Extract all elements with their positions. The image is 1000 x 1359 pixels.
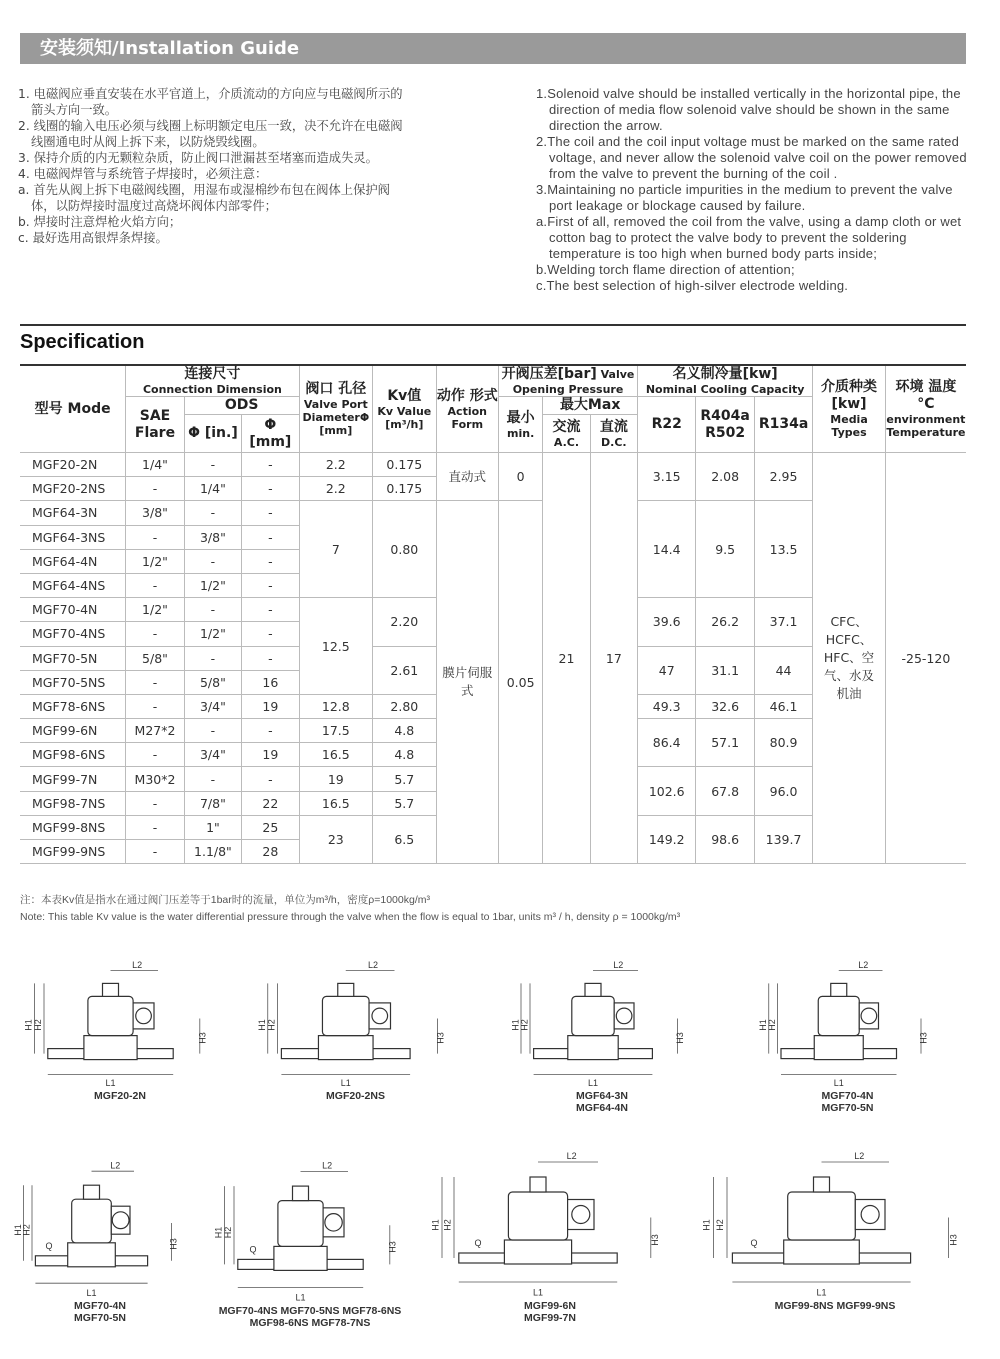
r404-cell: 26.2 bbox=[696, 598, 754, 646]
model-cell: MGF64-4N bbox=[20, 549, 126, 573]
drawing-caption: MGF70-5N bbox=[74, 1312, 126, 1324]
dimension-label: Q bbox=[45, 1240, 53, 1251]
dimension-label: L2 bbox=[110, 1160, 121, 1171]
sae-cell: - bbox=[126, 670, 184, 694]
model-cell: MGF64-4NS bbox=[20, 573, 126, 597]
ods-mm-cell: - bbox=[242, 477, 299, 501]
nut-shape bbox=[103, 983, 119, 996]
dimension-label: H1 bbox=[701, 1219, 712, 1231]
h-phi-mm: Φ [mm] bbox=[249, 416, 292, 450]
sae-cell: - bbox=[126, 791, 184, 815]
sae-cell: 1/2" bbox=[126, 598, 184, 622]
ods-in-cell: 7/8" bbox=[184, 791, 241, 815]
port-cell: 7 bbox=[299, 501, 373, 598]
ods-in-cell: 1" bbox=[184, 815, 241, 839]
dimension-label: Q bbox=[249, 1244, 257, 1255]
guide-item: 4. 电磁阀焊管与系统管子焊接时，必须注意： bbox=[18, 167, 268, 181]
kv-cell: 0.80 bbox=[373, 501, 436, 598]
ods-mm-cell: 28 bbox=[242, 840, 299, 864]
valve-drawing bbox=[430, 1150, 670, 1324]
r22-cell: 149.2 bbox=[638, 815, 696, 863]
connector-hole-shape bbox=[861, 1008, 877, 1024]
dimension-label: H2 bbox=[33, 1019, 44, 1031]
connector-hole-shape bbox=[572, 1206, 590, 1224]
h-min-en: min. bbox=[507, 426, 535, 440]
coil-shape bbox=[88, 996, 133, 1035]
port-cell: 2.2 bbox=[299, 477, 373, 501]
r404-cell: 57.1 bbox=[696, 719, 754, 767]
valve-drawing bbox=[512, 960, 692, 1114]
media-cell: CFC、HCFC、HFC、空气、水及机油 bbox=[813, 453, 886, 864]
r134-cell: 80.9 bbox=[754, 719, 812, 767]
guide-item: 2.The coil and the coil input voltage must be marked on the same rated voltage, and never allow the solenoid valve coil on the power removed from the valve to prevent the burning of the coil . bbox=[536, 134, 967, 181]
r22-cell: 14.4 bbox=[638, 501, 696, 598]
temp-cell: -25-120 bbox=[885, 453, 966, 864]
h-port-zh: 阀口 孔径 bbox=[305, 381, 367, 397]
guide-item: c.The best selection of high-silver electrode welding. bbox=[536, 278, 849, 293]
h-action-zh: 动作 形式 bbox=[436, 387, 498, 404]
guide-item: 2. 线圈的输入电压必须与线圈上标明额定电压一致，决不允许在电磁阀线圈通电时从阀上拆下来，以防烧毁线圈。 bbox=[18, 119, 403, 149]
dimension-label: H2 bbox=[519, 1019, 530, 1031]
coil-shape bbox=[572, 996, 614, 1035]
sae-cell: M27*2 bbox=[126, 719, 184, 743]
dimension-label: L1 bbox=[105, 1078, 116, 1089]
connector-hole-shape bbox=[372, 1008, 388, 1024]
table-row bbox=[20, 453, 966, 477]
dimension-label: H1 bbox=[510, 1019, 521, 1031]
valve-body-shape bbox=[274, 1246, 327, 1270]
valve-body-shape bbox=[814, 1036, 863, 1060]
nut-shape bbox=[831, 983, 847, 996]
connector-hole-shape bbox=[112, 1212, 129, 1229]
drawing-caption: MGF70-4N bbox=[821, 1090, 874, 1102]
valve-diagram bbox=[215, 1160, 405, 1305]
guide-item: 3.Maintaining no particle impurities in the medium to prevent the valve port leakage or blockage caused by failure. bbox=[536, 182, 953, 213]
dimension-label: H1 bbox=[213, 1226, 224, 1239]
note-zh: 注：本表Kv值是指水在通过阀门压差等于1bar时的流量，单位为m³/h，密度ρ=1000kg/m³ bbox=[20, 894, 430, 906]
port-cell: 12.5 bbox=[299, 598, 373, 695]
ods-in-cell: - bbox=[184, 549, 241, 573]
connector-hole-shape bbox=[325, 1214, 342, 1231]
sae-cell: 1/4" bbox=[126, 453, 184, 477]
ods-in-cell: 3/4" bbox=[184, 743, 241, 767]
h-open-en1: Valve bbox=[600, 368, 635, 381]
ods-in-cell: 5/8" bbox=[184, 670, 241, 694]
dimension-label: H3 bbox=[168, 1238, 179, 1250]
dimension-label: L2 bbox=[322, 1160, 333, 1171]
h-r404: R404a R502 bbox=[700, 407, 750, 441]
dimension-label: L1 bbox=[587, 1078, 599, 1089]
dimension-label: H2 bbox=[223, 1226, 234, 1239]
valve-drawing bbox=[258, 960, 453, 1102]
valve-drawing bbox=[760, 960, 935, 1114]
drawing-caption: MGF70-5N bbox=[821, 1102, 874, 1114]
dimension-label: H2 bbox=[442, 1219, 453, 1231]
connector-hole-shape bbox=[616, 1008, 632, 1024]
dimension-label: L2 bbox=[613, 959, 624, 970]
h-max: 最大Max bbox=[559, 397, 621, 413]
kv-cell: 6.5 bbox=[373, 815, 436, 863]
r22-cell: 49.3 bbox=[638, 694, 696, 718]
guide-item: c. 最好选用高银焊条焊接。 bbox=[18, 231, 168, 245]
sae-cell: - bbox=[126, 840, 184, 864]
sae-cell: - bbox=[126, 525, 184, 549]
dimension-label: L1 bbox=[340, 1078, 351, 1089]
table-note bbox=[20, 892, 680, 926]
model-cell: MGF64-3NS bbox=[20, 525, 126, 549]
valve-diagram bbox=[25, 960, 215, 1090]
dimension-label: L2 bbox=[854, 1151, 865, 1161]
guide-item: a.First of all, removed the coil from the valve, using a damp cloth or wet cotton bag to protect the valve body to prevent the soldering temperature is too high when burned body parts inside; bbox=[536, 214, 962, 261]
model-cell: MGF99-7N bbox=[20, 767, 126, 791]
connector-hole-shape bbox=[861, 1206, 879, 1224]
dc-cell: 17 bbox=[590, 453, 637, 864]
dimension-label: H3 bbox=[650, 1234, 660, 1246]
valve-diagram bbox=[258, 960, 453, 1090]
ods-mm-cell: - bbox=[242, 646, 299, 670]
ods-in-cell: 1/4" bbox=[184, 477, 241, 501]
divider bbox=[20, 324, 966, 326]
h-media-zh: 介质种类 [kw] bbox=[821, 379, 878, 412]
valve-drawing bbox=[700, 1150, 970, 1312]
h-conn-zh: 连接尺寸 bbox=[184, 366, 241, 382]
valve-diagram bbox=[12, 1160, 185, 1300]
ods-mm-cell: 22 bbox=[242, 791, 299, 815]
guide-item: b.Welding torch flame direction of attention; bbox=[536, 262, 795, 277]
drawing-caption: MGF99-6N bbox=[524, 1300, 576, 1312]
action-cell: 直动式 bbox=[436, 453, 498, 501]
r134-cell: 37.1 bbox=[754, 598, 812, 646]
ods-in-cell: 1.1/8" bbox=[184, 840, 241, 864]
dimension-label: L2 bbox=[368, 959, 379, 970]
drawing-caption: MGF64-4N bbox=[576, 1102, 628, 1114]
model-cell: MGF98-6NS bbox=[20, 743, 126, 767]
kv-cell: 0.175 bbox=[373, 453, 436, 477]
ods-mm-cell: - bbox=[242, 573, 299, 597]
model-cell: MGF99-8NS bbox=[20, 815, 126, 839]
ods-in-cell: - bbox=[184, 767, 241, 791]
h-min-zh: 最小 bbox=[506, 409, 535, 426]
kv-cell: 4.8 bbox=[373, 743, 436, 767]
ods-mm-cell: - bbox=[242, 598, 299, 622]
h-kv-en: Kv Value [m³/h] bbox=[377, 404, 432, 431]
sae-cell: - bbox=[126, 815, 184, 839]
kv-cell: 2.20 bbox=[373, 598, 436, 646]
port-cell: 12.8 bbox=[299, 694, 373, 718]
nut-shape bbox=[530, 1177, 546, 1192]
nut-shape bbox=[84, 1185, 100, 1199]
model-cell: MGF70-4NS bbox=[20, 622, 126, 646]
coil-shape bbox=[278, 1201, 323, 1247]
dimension-label: H1 bbox=[430, 1219, 441, 1231]
ods-mm-cell: 19 bbox=[242, 694, 299, 718]
guide-english bbox=[536, 86, 976, 294]
h-dc-en: D.C. bbox=[601, 435, 627, 449]
r134-cell: 139.7 bbox=[754, 815, 812, 863]
sae-cell: 5/8" bbox=[126, 646, 184, 670]
model-cell: MGF98-7NS bbox=[20, 791, 126, 815]
model-cell: MGF64-3N bbox=[20, 501, 126, 525]
kv-cell: 5.7 bbox=[373, 767, 436, 791]
sae-cell: - bbox=[126, 743, 184, 767]
ods-mm-cell: - bbox=[242, 622, 299, 646]
h-action-en: Action Form bbox=[447, 404, 487, 431]
nut-shape bbox=[338, 983, 354, 996]
r404-cell: 31.1 bbox=[696, 646, 754, 694]
ods-mm-cell: 16 bbox=[242, 670, 299, 694]
ods-in-cell: - bbox=[184, 719, 241, 743]
kv-cell: 2.80 bbox=[373, 694, 436, 718]
drawing-caption: MGF70-4NS MGF70-5NS MGF78-6NS bbox=[218, 1305, 402, 1317]
h-kv-zh: Kv值 bbox=[387, 387, 422, 404]
dimension-label: Q bbox=[750, 1238, 758, 1248]
coil-shape bbox=[818, 996, 859, 1035]
dimension-label: L1 bbox=[532, 1287, 544, 1298]
ac-cell: 21 bbox=[543, 453, 590, 864]
ods-mm-cell: - bbox=[242, 501, 299, 525]
specification-title: Specification bbox=[20, 331, 145, 353]
port-cell: 2.2 bbox=[299, 453, 373, 477]
coil-shape bbox=[508, 1192, 567, 1240]
ods-mm-cell: - bbox=[242, 453, 299, 477]
r22-cell: 86.4 bbox=[638, 719, 696, 767]
ods-mm-cell: 19 bbox=[242, 743, 299, 767]
h-open-zh: 开阀压差[bar] bbox=[501, 366, 597, 382]
r134-cell: 13.5 bbox=[754, 501, 812, 598]
dimension-label: H3 bbox=[197, 1032, 208, 1044]
h-cap-en: Nominal Cooling Capacity bbox=[645, 383, 805, 396]
h-sae: SAE Flare bbox=[134, 407, 176, 441]
sae-cell: - bbox=[126, 694, 184, 718]
coil-shape bbox=[788, 1192, 856, 1240]
dimension-label: L2 bbox=[132, 959, 143, 970]
action-cell: 膜片伺服式 bbox=[436, 501, 498, 864]
dimension-label: L1 bbox=[833, 1078, 844, 1089]
guide-item: 1.Solenoid valve should be installed vertically in the horizontal pipe, the direction of media flow solenoid valve should be shown in the same direction the arrow. bbox=[536, 86, 961, 133]
r22-cell: 39.6 bbox=[638, 598, 696, 646]
ods-in-cell: - bbox=[184, 501, 241, 525]
h-ac-zh: 交流 bbox=[552, 418, 581, 435]
specification-table bbox=[20, 364, 966, 864]
kv-cell: 2.61 bbox=[373, 646, 436, 694]
ods-in-cell: - bbox=[184, 453, 241, 477]
ods-in-cell: 3/8" bbox=[184, 525, 241, 549]
ods-mm-cell: - bbox=[242, 549, 299, 573]
r22-cell: 3.15 bbox=[638, 453, 696, 501]
connector-hole-shape bbox=[136, 1008, 152, 1024]
guide-chinese bbox=[18, 86, 408, 246]
dimension-label: H3 bbox=[675, 1032, 685, 1044]
dimension-label: L1 bbox=[295, 1292, 306, 1303]
ods-mm-cell: 25 bbox=[242, 815, 299, 839]
sae-cell: 3/8" bbox=[126, 501, 184, 525]
h-temp-zh: 环境 温度 °C bbox=[895, 379, 957, 412]
guide-item: a. 首先从阀上拆下电磁阀线圈，用湿布或湿棉纱布包在阀体上保护阀体，以防焊接时温度过高烧坏阀体内部零件； bbox=[18, 183, 390, 213]
nut-shape bbox=[293, 1186, 309, 1201]
dimension-label: H3 bbox=[948, 1234, 959, 1246]
r22-cell: 47 bbox=[638, 646, 696, 694]
ods-in-cell: 1/2" bbox=[184, 622, 241, 646]
min-cell: 0 bbox=[499, 453, 543, 501]
sae-cell: - bbox=[126, 477, 184, 501]
model-cell: MGF99-6N bbox=[20, 719, 126, 743]
port-cell: 23 bbox=[299, 815, 373, 863]
port-cell: 16.5 bbox=[299, 743, 373, 767]
ods-mm-cell: - bbox=[242, 719, 299, 743]
model-cell: MGF70-5N bbox=[20, 646, 126, 670]
h-cap-zh: 名义制冷量[kw] bbox=[672, 366, 778, 382]
valve-body-shape bbox=[84, 1036, 137, 1060]
sae-cell: - bbox=[126, 573, 184, 597]
dimension-label: H2 bbox=[714, 1219, 725, 1231]
nut-shape bbox=[814, 1177, 830, 1192]
valve-drawing bbox=[12, 1160, 185, 1324]
h-ac-en: A.C. bbox=[553, 435, 580, 449]
dimension-label: L1 bbox=[816, 1287, 827, 1298]
drawing-caption: MGF20-2NS bbox=[326, 1090, 385, 1102]
h-open-en2: Opening Pressure bbox=[512, 383, 624, 396]
sae-cell: 1/2" bbox=[126, 549, 184, 573]
dimension-label: H1 bbox=[12, 1224, 23, 1236]
h-conn-en: Connection Dimension bbox=[142, 383, 282, 396]
dimension-label: H1 bbox=[758, 1019, 769, 1031]
dimension-label: H2 bbox=[266, 1019, 277, 1031]
sae-cell: M30*2 bbox=[126, 767, 184, 791]
dimension-label: H3 bbox=[435, 1032, 446, 1044]
r22-cell: 102.6 bbox=[638, 767, 696, 815]
dimension-label: H3 bbox=[918, 1032, 929, 1044]
valve-body-shape bbox=[784, 1240, 860, 1264]
coil-shape bbox=[322, 996, 369, 1035]
valve-drawing bbox=[25, 960, 215, 1102]
r134-cell: 44 bbox=[754, 646, 812, 694]
coil-shape bbox=[72, 1199, 112, 1243]
drawing-caption: MGF99-8NS MGF99-9NS bbox=[774, 1300, 896, 1312]
valve-diagram bbox=[512, 960, 692, 1090]
model-cell: MGF20-2NS bbox=[20, 477, 126, 501]
valve-body-shape bbox=[568, 1036, 618, 1060]
valve-body-shape bbox=[318, 1036, 373, 1060]
port-cell: 17.5 bbox=[299, 719, 373, 743]
drawing-caption: MGF99-7N bbox=[524, 1312, 576, 1324]
nut-shape bbox=[585, 983, 601, 996]
drawing-caption: MGF70-4N bbox=[74, 1300, 126, 1312]
r404-cell: 9.5 bbox=[696, 501, 754, 598]
drawing-caption: MGF64-3N bbox=[576, 1090, 628, 1102]
model-cell: MGF78-6NS bbox=[20, 694, 126, 718]
section-header: 安装须知/Installation Guide bbox=[20, 33, 966, 64]
h-model: 型号 Mode bbox=[34, 400, 111, 417]
r134-cell: 2.95 bbox=[754, 453, 812, 501]
kv-cell: 0.175 bbox=[373, 477, 436, 501]
r404-cell: 67.8 bbox=[696, 767, 754, 815]
valve-body-shape bbox=[504, 1240, 571, 1264]
h-ods: ODS bbox=[224, 397, 259, 413]
dimension-label: H1 bbox=[256, 1019, 267, 1031]
sae-cell: - bbox=[126, 622, 184, 646]
guide-item: 1. 电磁阀应垂直安装在水平官道上，介质流动的方向应与电磁阀所示的箭头方向一致。 bbox=[18, 87, 403, 117]
ods-in-cell: 1/2" bbox=[184, 573, 241, 597]
ods-in-cell: - bbox=[184, 598, 241, 622]
note-en: Note: This table Kv value is the water differential pressure through the valve when the flow is equal to 1bar, units m³ / h, density ρ = 1000kg/m³ bbox=[20, 911, 681, 923]
dimension-label: Q bbox=[474, 1238, 482, 1248]
model-cell: MGF70-5NS bbox=[20, 670, 126, 694]
valve-diagram bbox=[760, 960, 935, 1090]
h-port-en: Valve Port DiameterΦ [mm] bbox=[302, 398, 370, 437]
valve-diagram bbox=[700, 1150, 970, 1300]
ods-mm-cell: - bbox=[242, 525, 299, 549]
dimension-label: L2 bbox=[566, 1151, 577, 1161]
valve-drawing bbox=[215, 1160, 405, 1329]
dimension-label: H2 bbox=[766, 1019, 777, 1031]
dimension-label: H1 bbox=[23, 1019, 34, 1031]
dimension-label: L1 bbox=[86, 1287, 97, 1298]
r404-cell: 98.6 bbox=[696, 815, 754, 863]
model-cell: MGF70-4N bbox=[20, 598, 126, 622]
min-cell: 0.05 bbox=[499, 501, 543, 864]
h-dc-zh: 直流 bbox=[599, 418, 628, 435]
r404-cell: 32.6 bbox=[696, 694, 754, 718]
h-temp-en: environment Temperature bbox=[886, 413, 966, 439]
kv-cell: 5.7 bbox=[373, 791, 436, 815]
ods-in-cell: 3/4" bbox=[184, 694, 241, 718]
drawing-caption: MGF20-2N bbox=[94, 1090, 146, 1102]
r134-cell: 46.1 bbox=[754, 694, 812, 718]
port-cell: 19 bbox=[299, 767, 373, 791]
drawing-caption: MGF98-6NS MGF78-7NS bbox=[249, 1317, 371, 1329]
valve-body-shape bbox=[68, 1243, 116, 1267]
dimension-label: H3 bbox=[387, 1241, 398, 1253]
h-phi-in: Φ [in.] bbox=[188, 425, 238, 441]
model-cell: MGF20-2N bbox=[20, 453, 126, 477]
ods-in-cell: - bbox=[184, 646, 241, 670]
valve-diagram bbox=[430, 1150, 670, 1300]
port-cell: 16.5 bbox=[299, 791, 373, 815]
model-cell: MGF99-9NS bbox=[20, 840, 126, 864]
kv-cell: 4.8 bbox=[373, 719, 436, 743]
r404-cell: 2.08 bbox=[696, 453, 754, 501]
h-r22: R22 bbox=[651, 416, 682, 432]
r134-cell: 96.0 bbox=[754, 767, 812, 815]
dimension-label: H2 bbox=[21, 1224, 32, 1236]
guide-item: 3. 保持介质的内无颗粒杂质，防止阀口泄漏甚至堵塞而造成失灵。 bbox=[18, 151, 378, 165]
dimension-label: L2 bbox=[858, 959, 869, 970]
guide-item: b. 焊接时注意焊枪火焰方向； bbox=[18, 215, 182, 229]
h-media-en: Media Types bbox=[830, 413, 868, 439]
ods-mm-cell: - bbox=[242, 767, 299, 791]
h-r134: R134a bbox=[758, 416, 809, 432]
